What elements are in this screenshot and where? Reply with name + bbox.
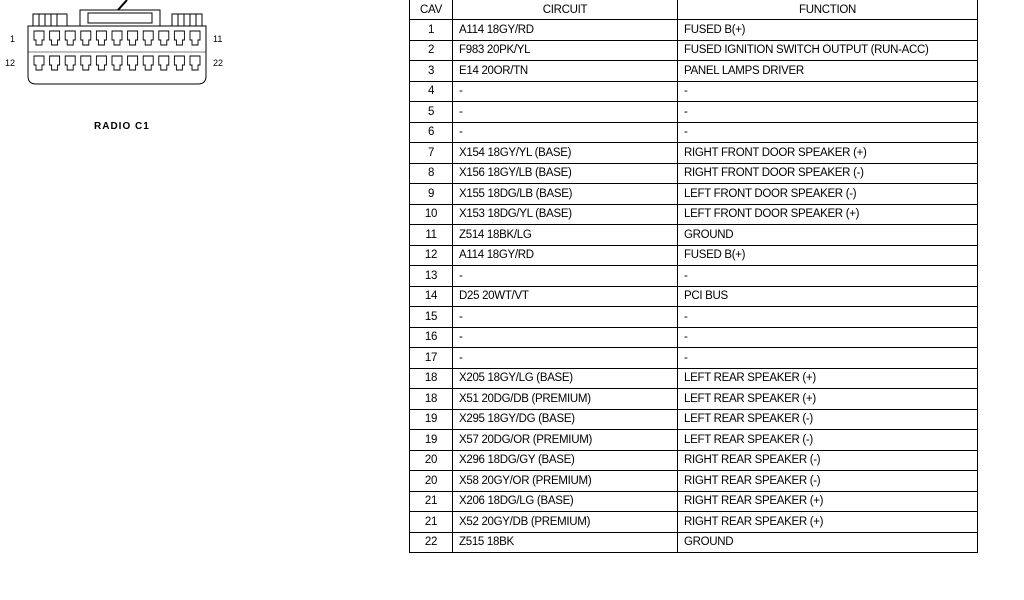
cell-circuit: X58 20GY/OR (PREMIUM): [453, 471, 678, 492]
cell-function: LEFT REAR SPEAKER (-): [678, 409, 978, 430]
cell-cav: 16: [410, 327, 453, 348]
table-row: [410, 81, 978, 102]
cell-function: -: [678, 266, 978, 287]
pin-cavity: [143, 31, 153, 45]
cell-circuit: X295 18GY/DG (BASE): [453, 409, 678, 430]
pin-label-1: 1: [10, 34, 16, 44]
cell-circuit: -: [453, 81, 678, 102]
cell-function: LEFT FRONT DOOR SPEAKER (+): [678, 204, 978, 225]
cell-cav: 18: [410, 389, 453, 410]
table-row: [410, 327, 978, 348]
pin-cavity: [128, 56, 138, 70]
cell-cav: 12: [410, 245, 453, 266]
cell-function: -: [678, 348, 978, 369]
header-circuit: CIRCUIT: [453, 0, 678, 20]
table-row: [410, 163, 978, 184]
table-row: [410, 40, 978, 61]
table-row: [410, 471, 978, 492]
cell-cav: 15: [410, 307, 453, 328]
cell-cav: 20: [410, 471, 453, 492]
cell-circuit: -: [453, 348, 678, 369]
table-row: [410, 266, 978, 287]
connector-title: RADIO C1: [94, 121, 150, 132]
cell-function: -: [678, 327, 978, 348]
pin-row-bottom: [34, 56, 200, 70]
cell-circuit: X57 20DG/OR (PREMIUM): [453, 430, 678, 451]
cell-circuit: -: [453, 102, 678, 123]
cell-cav: 14: [410, 286, 453, 307]
pin-cavity: [81, 56, 91, 70]
table-row: [410, 368, 978, 389]
cell-circuit: X156 18GY/LB (BASE): [453, 163, 678, 184]
cell-circuit: X206 18DG/LG (BASE): [453, 491, 678, 512]
cell-circuit: X153 18DG/YL (BASE): [453, 204, 678, 225]
pin-assignment-table: [409, 0, 978, 553]
cell-circuit: X52 20GY/DB (PREMIUM): [453, 512, 678, 533]
table-row: [410, 225, 978, 246]
table-row: [410, 122, 978, 143]
cell-function: RIGHT REAR SPEAKER (+): [678, 512, 978, 533]
cell-function: RIGHT REAR SPEAKER (-): [678, 471, 978, 492]
pin-cavity: [159, 31, 169, 45]
pin-cavity: [112, 56, 122, 70]
cell-function: RIGHT FRONT DOOR SPEAKER (-): [678, 163, 978, 184]
cell-function: -: [678, 102, 978, 123]
cell-function: LEFT REAR SPEAKER (-): [678, 430, 978, 451]
cell-cav: 19: [410, 409, 453, 430]
pin-cavity: [96, 31, 106, 45]
cell-function: PCI BUS: [678, 286, 978, 307]
pin-cavity: [174, 56, 184, 70]
pin-row-top: [34, 31, 200, 45]
cell-function: FUSED B(+): [678, 20, 978, 41]
table-row: [410, 348, 978, 369]
cell-cav: 7: [410, 143, 453, 164]
cell-cav: 5: [410, 102, 453, 123]
cell-circuit: Z515 18BK: [453, 532, 678, 553]
table-row: [410, 409, 978, 430]
table-row: [410, 430, 978, 451]
cell-cav: 8: [410, 163, 453, 184]
table-row: [410, 184, 978, 205]
table-row: [410, 61, 978, 82]
cell-cav: 22: [410, 532, 453, 553]
cell-cav: 9: [410, 184, 453, 205]
cell-circuit: X296 18DG/GY (BASE): [453, 450, 678, 471]
cell-circuit: A114 18GY/RD: [453, 20, 678, 41]
cell-function: GROUND: [678, 225, 978, 246]
table-row: [410, 20, 978, 41]
cell-function: LEFT FRONT DOOR SPEAKER (-): [678, 184, 978, 205]
table-row: [410, 143, 978, 164]
cell-cav: 17: [410, 348, 453, 369]
cell-cav: 21: [410, 491, 453, 512]
table-row: [410, 532, 978, 553]
cell-cav: 3: [410, 61, 453, 82]
cell-circuit: F983 20PK/YL: [453, 40, 678, 61]
cell-circuit: X154 18GY/YL (BASE): [453, 143, 678, 164]
connector-housing: [28, 10, 206, 84]
table-row: [410, 491, 978, 512]
pin-cavity: [34, 31, 44, 45]
cell-function: LEFT REAR SPEAKER (+): [678, 368, 978, 389]
pin-cavity: [50, 31, 60, 45]
cell-circuit: -: [453, 122, 678, 143]
pin-cavity: [65, 56, 75, 70]
header-cav: CAV: [410, 0, 453, 20]
cell-cav: 21: [410, 512, 453, 533]
pin-cavity: [174, 31, 184, 45]
cell-function: GROUND: [678, 532, 978, 553]
header-function: FUNCTION: [678, 0, 978, 20]
cell-function: -: [678, 307, 978, 328]
cell-cav: 11: [410, 225, 453, 246]
cell-function: LEFT REAR SPEAKER (+): [678, 389, 978, 410]
cell-circuit: Z514 18BK/LG: [453, 225, 678, 246]
cell-function: -: [678, 81, 978, 102]
cell-circuit: -: [453, 266, 678, 287]
table-row: [410, 286, 978, 307]
cell-function: FUSED B(+): [678, 245, 978, 266]
table-row: [410, 245, 978, 266]
radio-c1-connector-diagram: [0, 0, 260, 140]
leader-arrow: [118, 0, 127, 10]
pin-cavity: [81, 31, 91, 45]
cell-cav: 4: [410, 81, 453, 102]
cell-cav: 2: [410, 40, 453, 61]
cell-cav: 18: [410, 368, 453, 389]
cell-circuit: X205 18GY/LG (BASE): [453, 368, 678, 389]
cell-function: PANEL LAMPS DRIVER: [678, 61, 978, 82]
cell-cav: 20: [410, 450, 453, 471]
cell-circuit: A114 18GY/RD: [453, 245, 678, 266]
table-header-row: [410, 0, 978, 20]
pin-label-11: 11: [213, 34, 223, 44]
cell-circuit: X51 20DG/DB (PREMIUM): [453, 389, 678, 410]
cell-circuit: -: [453, 327, 678, 348]
cell-cav: 1: [410, 20, 453, 41]
cell-circuit: E14 20OR/TN: [453, 61, 678, 82]
cell-cav: 19: [410, 430, 453, 451]
pin-cavity: [190, 56, 200, 70]
cell-function: RIGHT REAR SPEAKER (-): [678, 450, 978, 471]
pin-cavity: [50, 56, 60, 70]
cell-function: FUSED IGNITION SWITCH OUTPUT (RUN-ACC): [678, 40, 978, 61]
cell-cav: 6: [410, 122, 453, 143]
pin-label-12: 12: [5, 58, 16, 68]
pin-cavity: [190, 31, 200, 45]
cell-cav: 13: [410, 266, 453, 287]
pin-cavity: [96, 56, 106, 70]
cell-circuit: -: [453, 307, 678, 328]
pin-cavity: [143, 56, 153, 70]
cell-function: -: [678, 122, 978, 143]
cell-circuit: X155 18DG/LB (BASE): [453, 184, 678, 205]
table-row: [410, 204, 978, 225]
pin-label-22: 22: [213, 58, 224, 68]
pin-cavity: [112, 31, 122, 45]
cell-circuit: D25 20WT/VT: [453, 286, 678, 307]
table-row: [410, 512, 978, 533]
pin-cavity: [159, 56, 169, 70]
cell-function: RIGHT REAR SPEAKER (+): [678, 491, 978, 512]
table-row: [410, 307, 978, 328]
table-row: [410, 389, 978, 410]
pin-cavity: [34, 56, 44, 70]
cell-function: RIGHT FRONT DOOR SPEAKER (+): [678, 143, 978, 164]
pin-cavity: [128, 31, 138, 45]
table-row: [410, 450, 978, 471]
cell-cav: 10: [410, 204, 453, 225]
pin-cavity: [65, 31, 75, 45]
table-row: [410, 102, 978, 123]
